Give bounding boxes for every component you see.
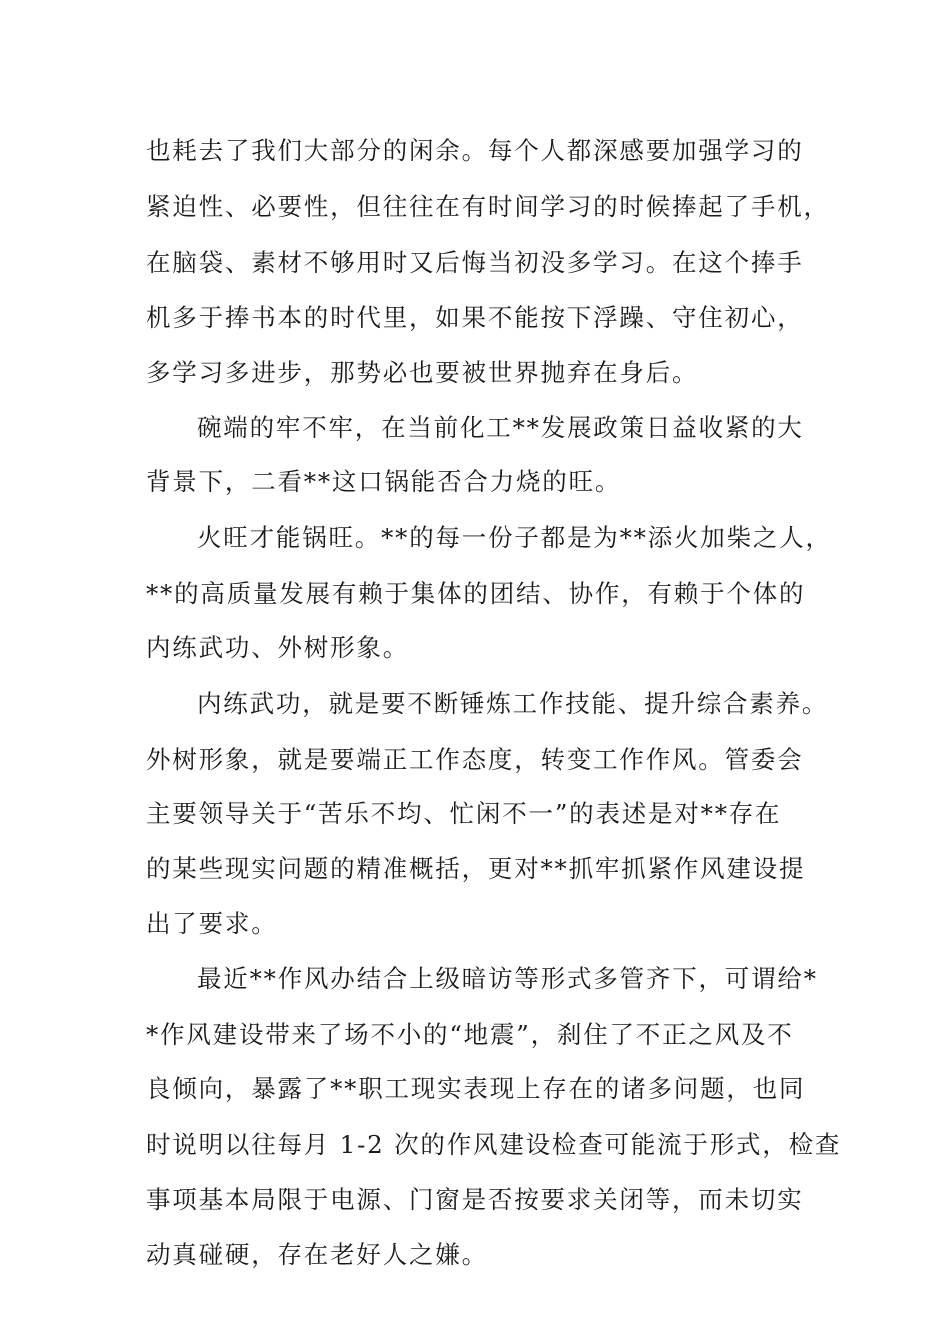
text-line-15: 出了要求。 — [146, 909, 278, 938]
text-line-12: 外树形象，就是要端正工作态度，转变工作作风。管委会 — [146, 745, 804, 774]
text-line-13: 主要领导关于“苦乐不均、忙闲不一”的表述是对**存在 — [146, 799, 782, 828]
text-line-8: 火旺才能锅旺。**的每一份子都是为**添火加柴之人， — [197, 523, 832, 552]
text-line-2: 紧迫性、必要性，但往往在有时间学习的时候捧起了手机， — [146, 192, 830, 221]
text-line-6: 碗端的牢不牢，在当前化工**发展政策日益收紧的大 — [197, 413, 804, 442]
text-line-9: **的高质量发展有赖于集体的团结、协作，有赖于个体的 — [146, 579, 806, 608]
text-line-14: 的某些现实问题的精准概括，更对**抓牢抓紧作风建设提 — [146, 854, 806, 883]
text-line-19: 时说明以往每月 1-2 次的作风建设检查可能流于形式，检查 — [146, 1130, 842, 1159]
text-line-7: 背景下，二看**这口锅能否合力烧的旺。 — [146, 467, 622, 496]
text-line-11: 内练武功，就是要不断锤炼工作技能、提升综合素养。 — [197, 689, 829, 718]
text-line-18: 良倾向，暴露了**职工现实表现上存在的诸多问题，也同 — [146, 1074, 806, 1103]
text-line-4: 机多于捧书本的时代里，如果不能按下浮躁、守住初心， — [146, 303, 804, 332]
text-line-16: 最近**作风办结合上级暗访等形式多管齐下，可谓给* — [197, 964, 818, 993]
text-line-5: 多学习多进步，那势必也要被世界抛弃在身后。 — [146, 358, 699, 387]
text-line-1: 也耗去了我们大部分的闲余。每个人都深感要加强学习的 — [146, 136, 804, 165]
text-line-20: 事项基本局限于电源、门窗是否按要求关闭等，而未切实 — [146, 1185, 804, 1214]
text-line-21: 动真碰硬，存在老好人之嫌。 — [146, 1240, 488, 1269]
text-line-17: *作风建设带来了场不小的“地震”，刹住了不正之风及不 — [146, 1020, 794, 1049]
text-line-10: 内练武功、外树形象。 — [146, 633, 409, 662]
text-line-3: 在脑袋、素材不够用时又后悔当初没多学习。在这个捧手 — [146, 248, 804, 277]
